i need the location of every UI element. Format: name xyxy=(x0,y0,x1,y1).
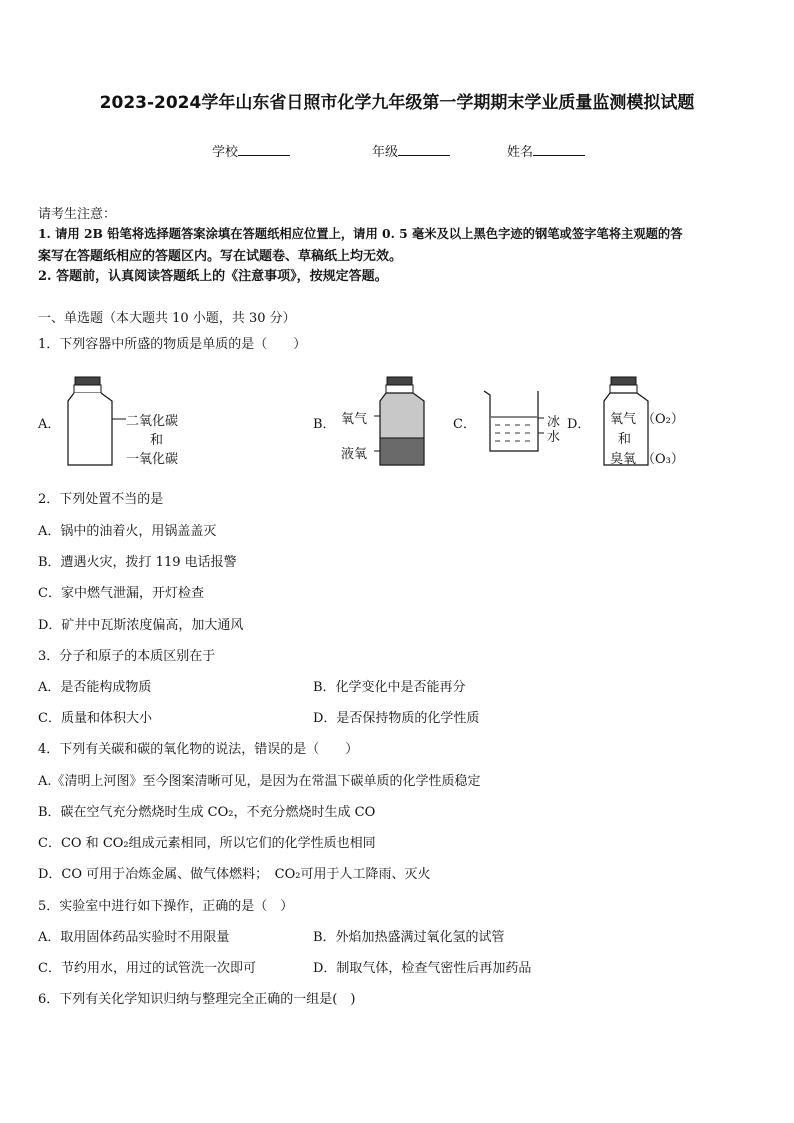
page-title: 2023-2024学年山东省日照市化学九年级第一学期期末学业质量监测模拟试题 xyxy=(99,93,695,113)
q2-stem: 2．下列处置不当的是 xyxy=(38,492,164,507)
q3-option-b[interactable]: B．化学变化中是否能再分 xyxy=(313,680,466,695)
q5-stem: 5．实验室中进行如下操作，正确的是（ ） xyxy=(38,899,294,914)
q1-a-text1: 二氧化碳 xyxy=(126,414,179,429)
q1-b-bottom: 液氧 xyxy=(341,447,368,462)
name-blank[interactable] xyxy=(533,143,585,156)
q2-option-a[interactable]: A．锅中的油着火，用锅盖盖灭 xyxy=(38,524,217,539)
q1-d-formula2: （O₃） xyxy=(642,452,684,467)
q1-d-formula1: （O₂） xyxy=(642,412,684,427)
school-label: 学校 xyxy=(212,145,239,160)
q1-a-text3: 一氧化碳 xyxy=(126,452,179,467)
q3-stem: 3．分子和原子的本质区别在于 xyxy=(38,649,216,664)
name-label: 姓名 xyxy=(507,145,534,160)
q1-a-text2: 和 xyxy=(150,433,164,448)
q4-option-d[interactable]: D．CO 可用于冶炼金属、做气体燃料； CO₂可用于人工降雨、灭火 xyxy=(38,867,431,882)
grade-field[interactable] xyxy=(372,141,450,160)
q2-option-b[interactable]: B．遭遇火灾，拨打 119 电话报警 xyxy=(38,555,237,570)
q2-option-d[interactable]: D．矿井中瓦斯浓度偏高，加大通风 xyxy=(38,618,244,633)
q5-option-b[interactable]: B．外焰加热盛满过氧化氢的试管 xyxy=(313,930,505,945)
notice-line1a: 1. 请用 2B 铅笔将选择题答案涂填在答题纸相应位置上，请用 0. 5 毫米及以上黑色字迹的钢笔或签字笔将主观题的答 xyxy=(38,226,683,241)
q4-stem: 4．下列有关碳和碳的氧化物的说法，错误的是（ ） xyxy=(38,742,359,757)
section-heading: 一、单选题（本大题共 10 小题，共 30 分） xyxy=(38,311,296,326)
grade-label: 年级 xyxy=(372,145,399,160)
q4-option-c[interactable]: C．CO 和 CO₂组成元素相同，所以它们的化学性质也相同 xyxy=(38,836,376,851)
q1-c-top: 冰 xyxy=(547,415,561,430)
q1-stem: 1．下列容器中所盛的物质是单质的是（ ） xyxy=(38,337,307,352)
q4-option-b[interactable]: B．碳在空气充分燃烧时生成 CO₂，不充分燃烧时生成 CO xyxy=(38,805,376,820)
q4-option-a[interactable]: A.《清明上河图》至今图案清晰可见，是因为在常温下碳单质的化学性质稳定 xyxy=(38,774,481,789)
notice-heading: 请考生注意： xyxy=(38,207,117,222)
gas-bottle-a-icon xyxy=(66,375,126,468)
q2-option-c[interactable]: C．家中燃气泄漏，开灯检查 xyxy=(38,586,204,601)
q1-option-b-label[interactable]: B． xyxy=(313,417,336,432)
grade-blank[interactable] xyxy=(398,143,450,156)
q1-b-top: 氧气 xyxy=(341,412,368,427)
q5-option-d[interactable]: D．制取气体，检查气密性后再加药品 xyxy=(313,961,532,976)
q5-option-a[interactable]: A．取用固体药品实验时不用限量 xyxy=(38,930,230,945)
q1-d-text2: 和 xyxy=(618,432,632,447)
q3-option-d[interactable]: D．是否保持物质的化学性质 xyxy=(313,711,480,726)
q1-d-text3: 臭氧 xyxy=(610,452,637,467)
q6-stem: 6．下列有关化学知识归纳与整理完全正确的一组是( ) xyxy=(38,992,356,1007)
q5-option-c[interactable]: C．节约用水，用过的试管洗一次即可 xyxy=(38,961,256,976)
q1-option-a-label[interactable]: A． xyxy=(38,417,61,432)
q3-option-a[interactable]: A．是否能构成物质 xyxy=(38,680,152,695)
q1-option-c-label[interactable]: C． xyxy=(453,417,476,432)
gas-bottle-b-icon xyxy=(374,375,429,468)
school-blank[interactable] xyxy=(238,143,290,156)
school-field[interactable] xyxy=(212,141,290,160)
notice-line1b: 案写在答题纸相应的答题区内。写在试题卷、草稿纸上均无效。 xyxy=(38,249,403,264)
notice-line2: 2. 答题前，认真阅读答题纸上的《注意事项》，按规定答题。 xyxy=(38,269,388,284)
beaker-c-icon xyxy=(482,385,544,457)
q3-option-c[interactable]: C．质量和体积大小 xyxy=(38,711,152,726)
q1-option-d-label[interactable]: D． xyxy=(567,417,591,432)
name-field[interactable] xyxy=(507,141,585,160)
q1-c-bottom: 水 xyxy=(547,430,561,445)
q1-d-text1: 氧气 xyxy=(610,412,637,427)
